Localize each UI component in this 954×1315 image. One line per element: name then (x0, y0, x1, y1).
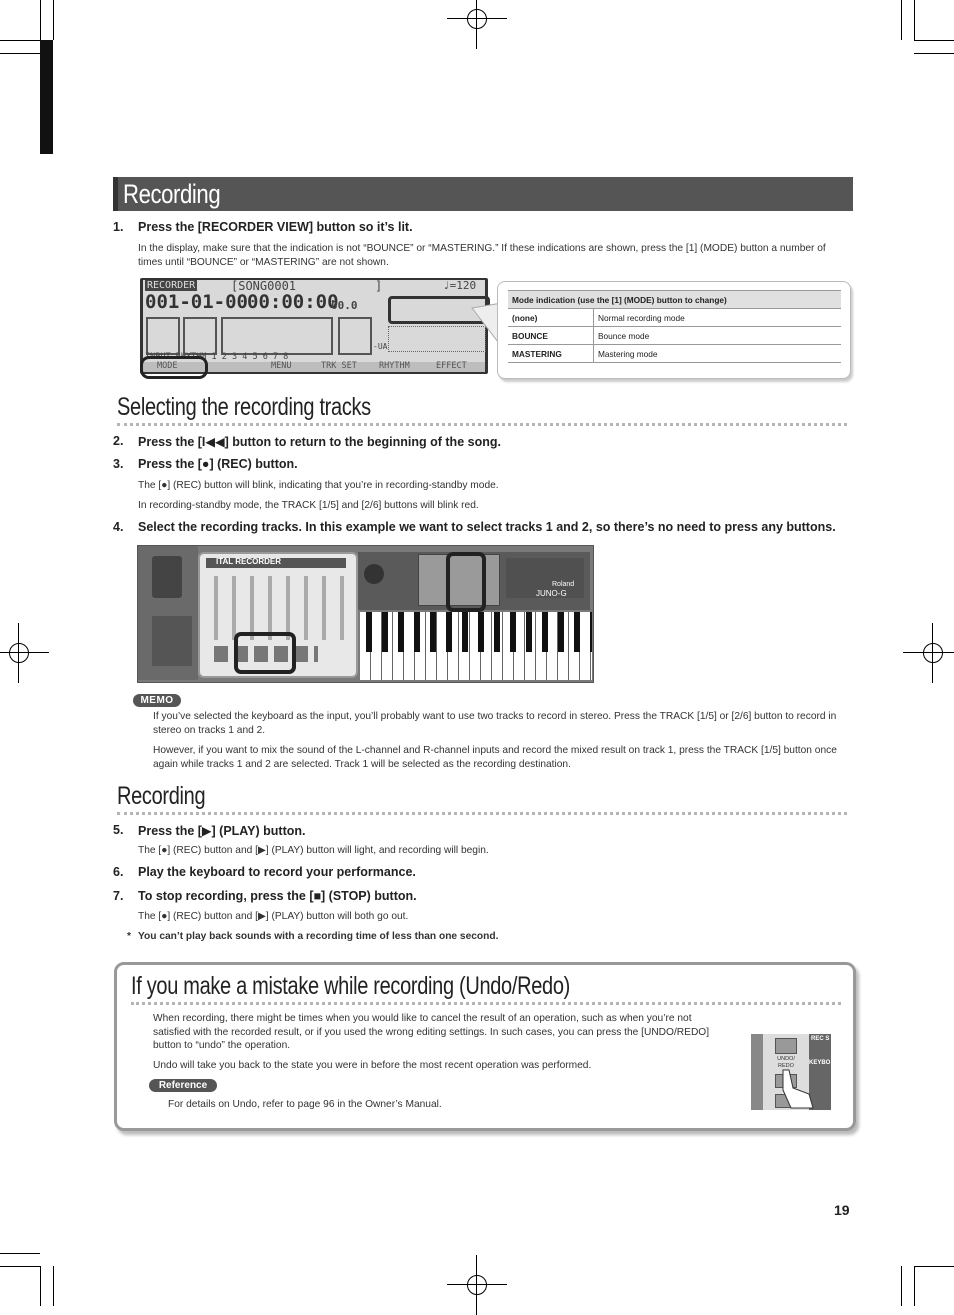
memo-paragraph-1: If you’ve selected the keyboard as the input, you’ll probably want to use two tracks to record in stereo. Press the TRACK [1/5] or [2/6] button to record in stereo on tracks 1 and 2. (153, 711, 837, 736)
undo-button-illustration (751, 1034, 831, 1110)
lcd-labels: INPUT RHYTHM 1 2 3 4 5 6 7 8 (145, 352, 289, 362)
crop-mark (0, 1266, 40, 1267)
keyboard-label: KEYBO (809, 1060, 831, 1066)
chapter-tab (40, 40, 53, 154)
lcd-menu-menu: MENU (271, 361, 292, 371)
registration-mark (447, 0, 507, 49)
table-row: BOUNCE Bounce mode (508, 327, 841, 345)
section-title: Recording (123, 179, 221, 209)
undo-redo-box (114, 962, 856, 1131)
lcd-scale: -UA (373, 342, 388, 351)
step-7-body: The [●] (REC) button and [▶] (PLAY) button will both go out. (138, 911, 409, 922)
model-label: JUNO-G (536, 589, 567, 598)
memo-paragraph-2: However, if you want to mix the sound of the L-channel and R-channel inputs and record the mixed result on track 1, press the TRACK [1/5] button once again while tracks 1 and 2 are selected. Track 1 will be selected as the recording destination. (153, 745, 837, 770)
lcd-position: 001-01-00 (145, 291, 248, 313)
heading-recording: Recording (117, 782, 206, 810)
crop-mark (40, 0, 41, 40)
brand-label: Roland (552, 581, 575, 588)
crop-mark (914, 40, 954, 41)
step-3-body-2: In recording-standby mode, the TRACK [1/5] and [2/6] buttons will blink red. (138, 500, 479, 511)
lcd-time: 00:00:00 (247, 291, 339, 313)
step-3-body-1: The [●] (REC) button will blink, indicating that you’re in recording-standby mode. (138, 480, 499, 491)
digital-recorder-zoom (198, 552, 358, 678)
recorder-lcd-display (140, 278, 488, 374)
lcd-bracket: ] (375, 279, 383, 293)
reference-badge: Reference (149, 1079, 217, 1092)
lcd-meter-master (338, 317, 372, 355)
lcd-menu-rhythm: RHYTHM (379, 361, 410, 371)
crop-mark (40, 1266, 41, 1306)
undo-paragraph-2: Undo will take you back to the state you were in before the most recent operation was performed. (153, 1060, 592, 1071)
mode-table-header: Mode indication (use the [1] (MODE) button to change) (508, 291, 841, 309)
lcd-menu-trkset: TRK SET (321, 361, 357, 371)
dotted-rule (117, 812, 847, 815)
step-5-body: The [●] (REC) button and [▶] (PLAY) button will light, and recording will begin. (138, 845, 489, 856)
rec-label: REC S (811, 1036, 830, 1042)
crop-mark (53, 0, 54, 40)
lcd-menu-effect: EFFECT (436, 361, 467, 371)
crop-mark (914, 1266, 954, 1267)
heading-undo-redo: If you make a mistake while recording (Undo/Redo) (131, 972, 570, 1000)
page-number: 19 (834, 1202, 850, 1218)
crop-mark (914, 0, 915, 40)
lcd-meter-input (146, 317, 180, 355)
keyboard-illustration (137, 545, 594, 683)
crop-mark (0, 40, 40, 41)
mode-button-highlight (140, 356, 208, 379)
registration-mark (0, 623, 49, 683)
dotted-rule (117, 423, 847, 426)
mode-table-callout (497, 281, 851, 379)
lcd-menu-mode: MODE (157, 361, 178, 371)
undo-redo-label: UNDO/ REDO (777, 1056, 795, 1069)
panel-highlight (446, 552, 486, 612)
lcd-recorder-label: RECORDER (147, 280, 196, 291)
section-title-bar (113, 177, 853, 211)
crop-mark (901, 1266, 902, 1306)
heading-selecting-tracks: Selecting the recording tracks (117, 393, 371, 421)
undo-paragraph-1: When recording, there might be times when you would like to cancel the result of an operation, such as when you’re not satisfied with the recorded result, or if you used the wrong editing settings. In such cases, you can press the [UNDO/REDO] button to “undo” the operation. (153, 1013, 710, 1051)
zoom-panel-title: ITAL RECORDER (216, 557, 282, 566)
lcd-song: [SONG0001 (231, 279, 297, 293)
dotted-rule (131, 1002, 841, 1005)
memo-badge: MEMO (133, 694, 181, 707)
registration-mark (903, 623, 954, 683)
crop-mark (901, 0, 902, 40)
table-row: (none) Normal recording mode (508, 309, 841, 327)
note-text: You can’t play back sounds with a recording time of less than one second. (138, 931, 499, 942)
step-1-body: In the display, make sure that the indication is not “BOUNCE” or “MASTERING.” If these indications are shown, press the [1] (MODE) button a number of times until “BOUNCE” or “MASTERING” are not shown. (138, 243, 826, 268)
table-row: MASTERING Mastering mode (508, 345, 841, 363)
crop-mark (53, 1266, 54, 1306)
track-buttons-highlight (234, 632, 296, 674)
lcd-level: 00.0 (331, 299, 358, 312)
lcd-meter-tracks (221, 317, 333, 355)
crop-mark (0, 1253, 40, 1254)
crop-mark (914, 53, 954, 54)
lcd-tempo: ♩=120 (443, 279, 477, 292)
registration-mark (447, 1255, 507, 1315)
reference-text: For details on Undo, refer to page 96 in the Owner’s Manual. (168, 1099, 442, 1110)
note-asterisk: * (127, 931, 131, 942)
crop-mark (914, 1266, 915, 1306)
crop-mark (0, 53, 40, 54)
lcd-meter-rhythm (183, 317, 217, 355)
mode-table (508, 290, 841, 363)
